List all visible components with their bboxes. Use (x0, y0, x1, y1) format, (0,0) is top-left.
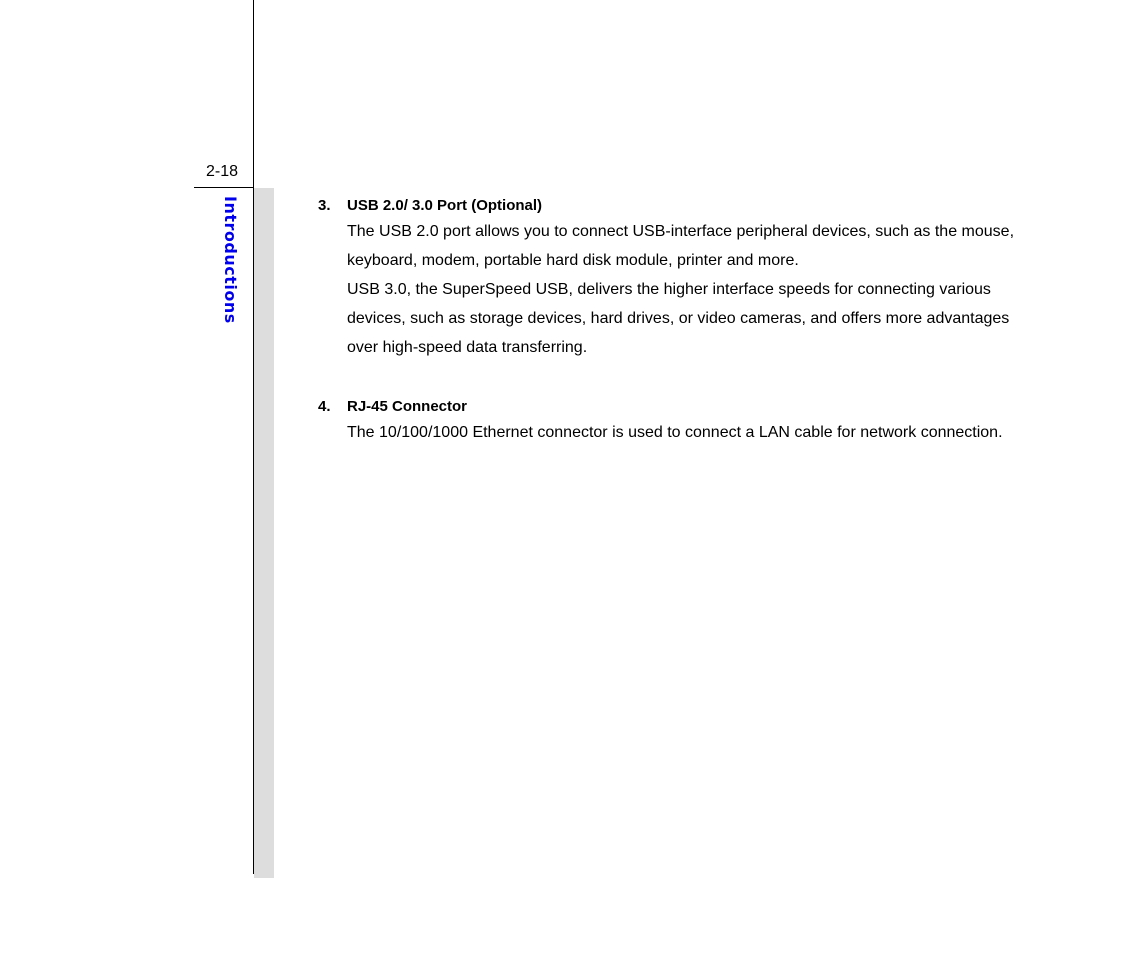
item-title: RJ-45 Connector (347, 398, 468, 415)
paragraph: USB 3.0, the SuperSpeed USB, delivers the higher interface speeds for connecting various devices, such as storage devices, hard drives, or video cameras, and offers more advantages over high-speed data transferring. (347, 281, 1010, 356)
page-number-underline (194, 187, 254, 188)
paragraph: The 10/100/1000 Ethernet connector is used to connect a LAN cable for network connection. (347, 424, 1003, 441)
item-description (347, 418, 1037, 447)
page-number: 2-18 (206, 163, 239, 180)
paragraph: The USB 2.0 port allows you to connect USB-interface peripheral devices, such as the mouse, keyboard, modem, portable hard disk module, printer and more. (347, 223, 1015, 269)
item-description (347, 217, 1037, 362)
section-tab-label: Introductions (221, 196, 240, 324)
item-number: 4. (318, 398, 331, 415)
item-number: 3. (318, 197, 331, 214)
sidebar-gray-bar (254, 188, 274, 878)
item-title: USB 2.0/ 3.0 Port (Optional) (347, 197, 543, 214)
